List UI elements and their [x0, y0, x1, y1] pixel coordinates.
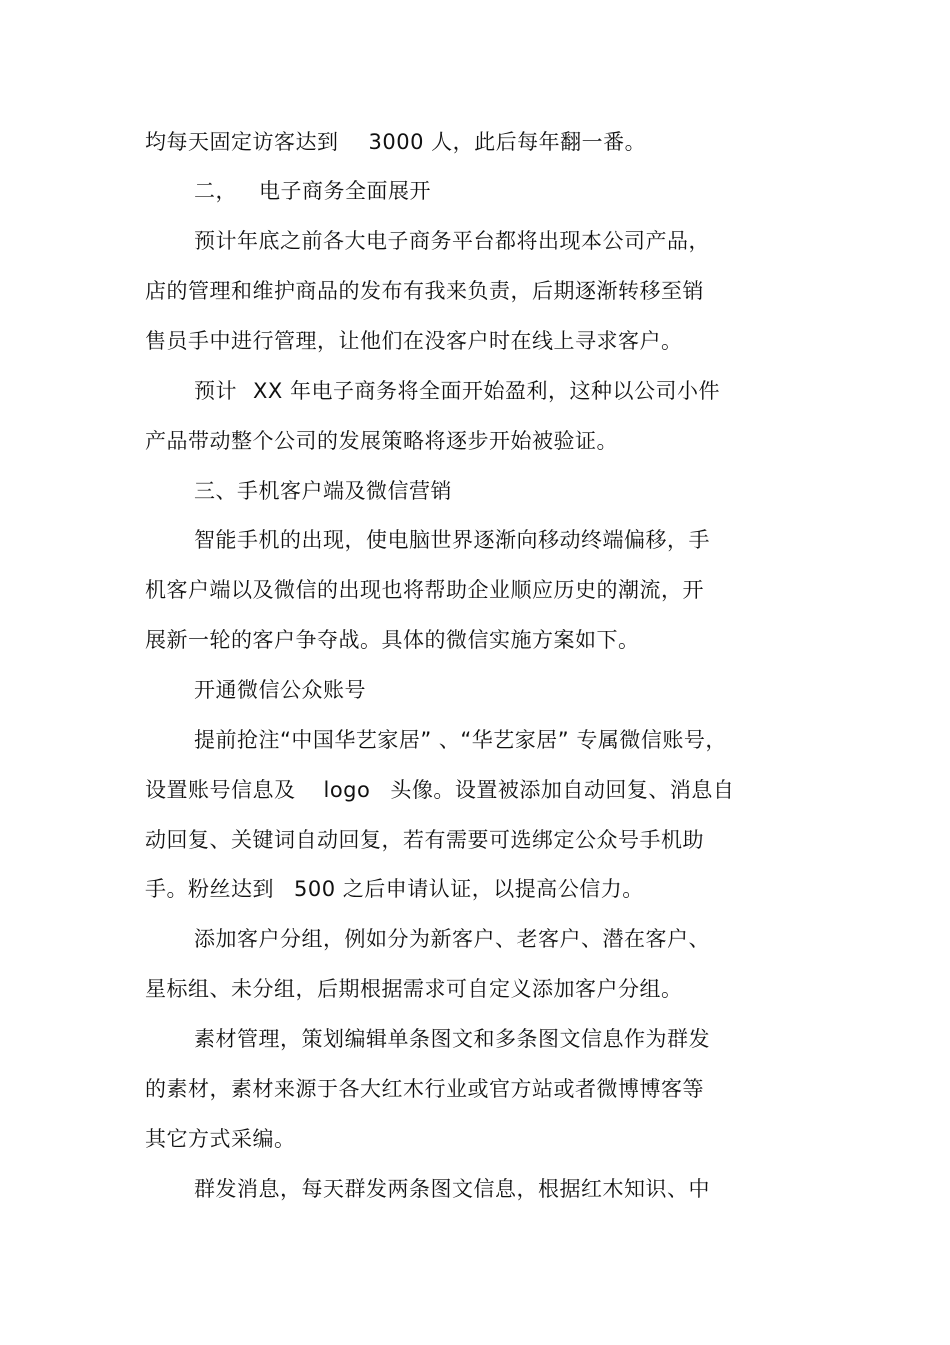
text-line: [145, 972, 683, 1006]
text-segment: 500 之后申请认证，以提高公信力。: [294, 877, 644, 901]
text-segment: 二，: [194, 179, 237, 203]
text-segment: 添加客户分组，例如分为新客户、老客户、潜在客户、: [194, 927, 710, 951]
text-segment: 星标组、未分组，后期根据需求可自定义添加客户分组。: [145, 977, 683, 1001]
text-segment: 动回复、关键词自动回复，若有需要可选绑定公众号手机助: [145, 828, 704, 852]
text-line: [145, 773, 734, 807]
text-segment: 展新一轮的客户争夺战。具体的微信实施方案如下。: [145, 628, 640, 652]
text-segment: 3000 人，此后每年翻一番。: [368, 130, 647, 154]
text-line: [145, 573, 704, 607]
text-segment: 售员手中进行管理，让他们在没客户时在线上寻求客户。: [145, 329, 683, 353]
text-segment: 均每天固定访客达到: [145, 130, 339, 154]
text-line: [145, 1072, 704, 1106]
text-line: [145, 424, 618, 458]
text-segment: 预计: [194, 379, 237, 403]
text-line: [194, 723, 727, 757]
text-segment: XX 年电子商务将全面开始盈利，这种以公司小件: [253, 379, 720, 403]
text-line: [145, 1122, 296, 1156]
text-line: [145, 324, 683, 358]
section-heading: [194, 174, 431, 208]
text-segment: 群发消息，每天群发两条图文信息，根据红木知识、中: [194, 1177, 710, 1201]
text-segment: 设置账号信息及: [145, 778, 296, 802]
text-segment: 提前抢注“中国华艺家居” 、“华艺家居” 专属微信账号，: [194, 728, 727, 752]
text-line: [194, 374, 720, 408]
text-segment: 素材管理，策划编辑单条图文和多条图文信息作为群发: [194, 1027, 710, 1051]
text-segment: 手。粉丝达到: [145, 877, 274, 901]
text-line: [194, 523, 710, 557]
text-segment: 其它方式采编。: [145, 1127, 296, 1151]
text-line: [145, 274, 704, 308]
text-segment: 智能手机的出现，使电脑世界逐渐向移动终端偏移，手: [194, 528, 710, 552]
text-segment: 头像。设置被添加自动回复、消息自: [390, 778, 735, 802]
text-line: [145, 872, 644, 906]
text-line: [194, 224, 710, 258]
text-segment: logo: [323, 778, 371, 802]
text-segment: 开通微信公众账号: [194, 678, 366, 702]
section-heading: [194, 474, 452, 508]
text-segment: 机客户端以及微信的出现也将帮助企业顺应历史的潮流，开: [145, 578, 704, 602]
text-line: [194, 1172, 710, 1206]
text-line: [145, 823, 704, 857]
text-segment: 产品带动整个公司的发展策略将逐步开始被验证。: [145, 429, 618, 453]
text-segment: 的素材，素材来源于各大红木行业或官方站或者微博博客等: [145, 1077, 704, 1101]
text-segment: 预计年底之前各大电子商务平台都将出现本公司产品，: [194, 229, 710, 253]
text-line: [194, 922, 710, 956]
text-line: [145, 623, 640, 657]
text-segment: 三、手机客户端及微信营销: [194, 479, 452, 503]
text-line: [145, 125, 646, 159]
subsection-heading: [194, 673, 366, 707]
text-segment: 店的管理和维护商品的发布有我来负责，后期逐渐转移至销: [145, 279, 704, 303]
text-segment: 电子商务全面展开: [259, 179, 431, 203]
text-line: [194, 1022, 710, 1056]
